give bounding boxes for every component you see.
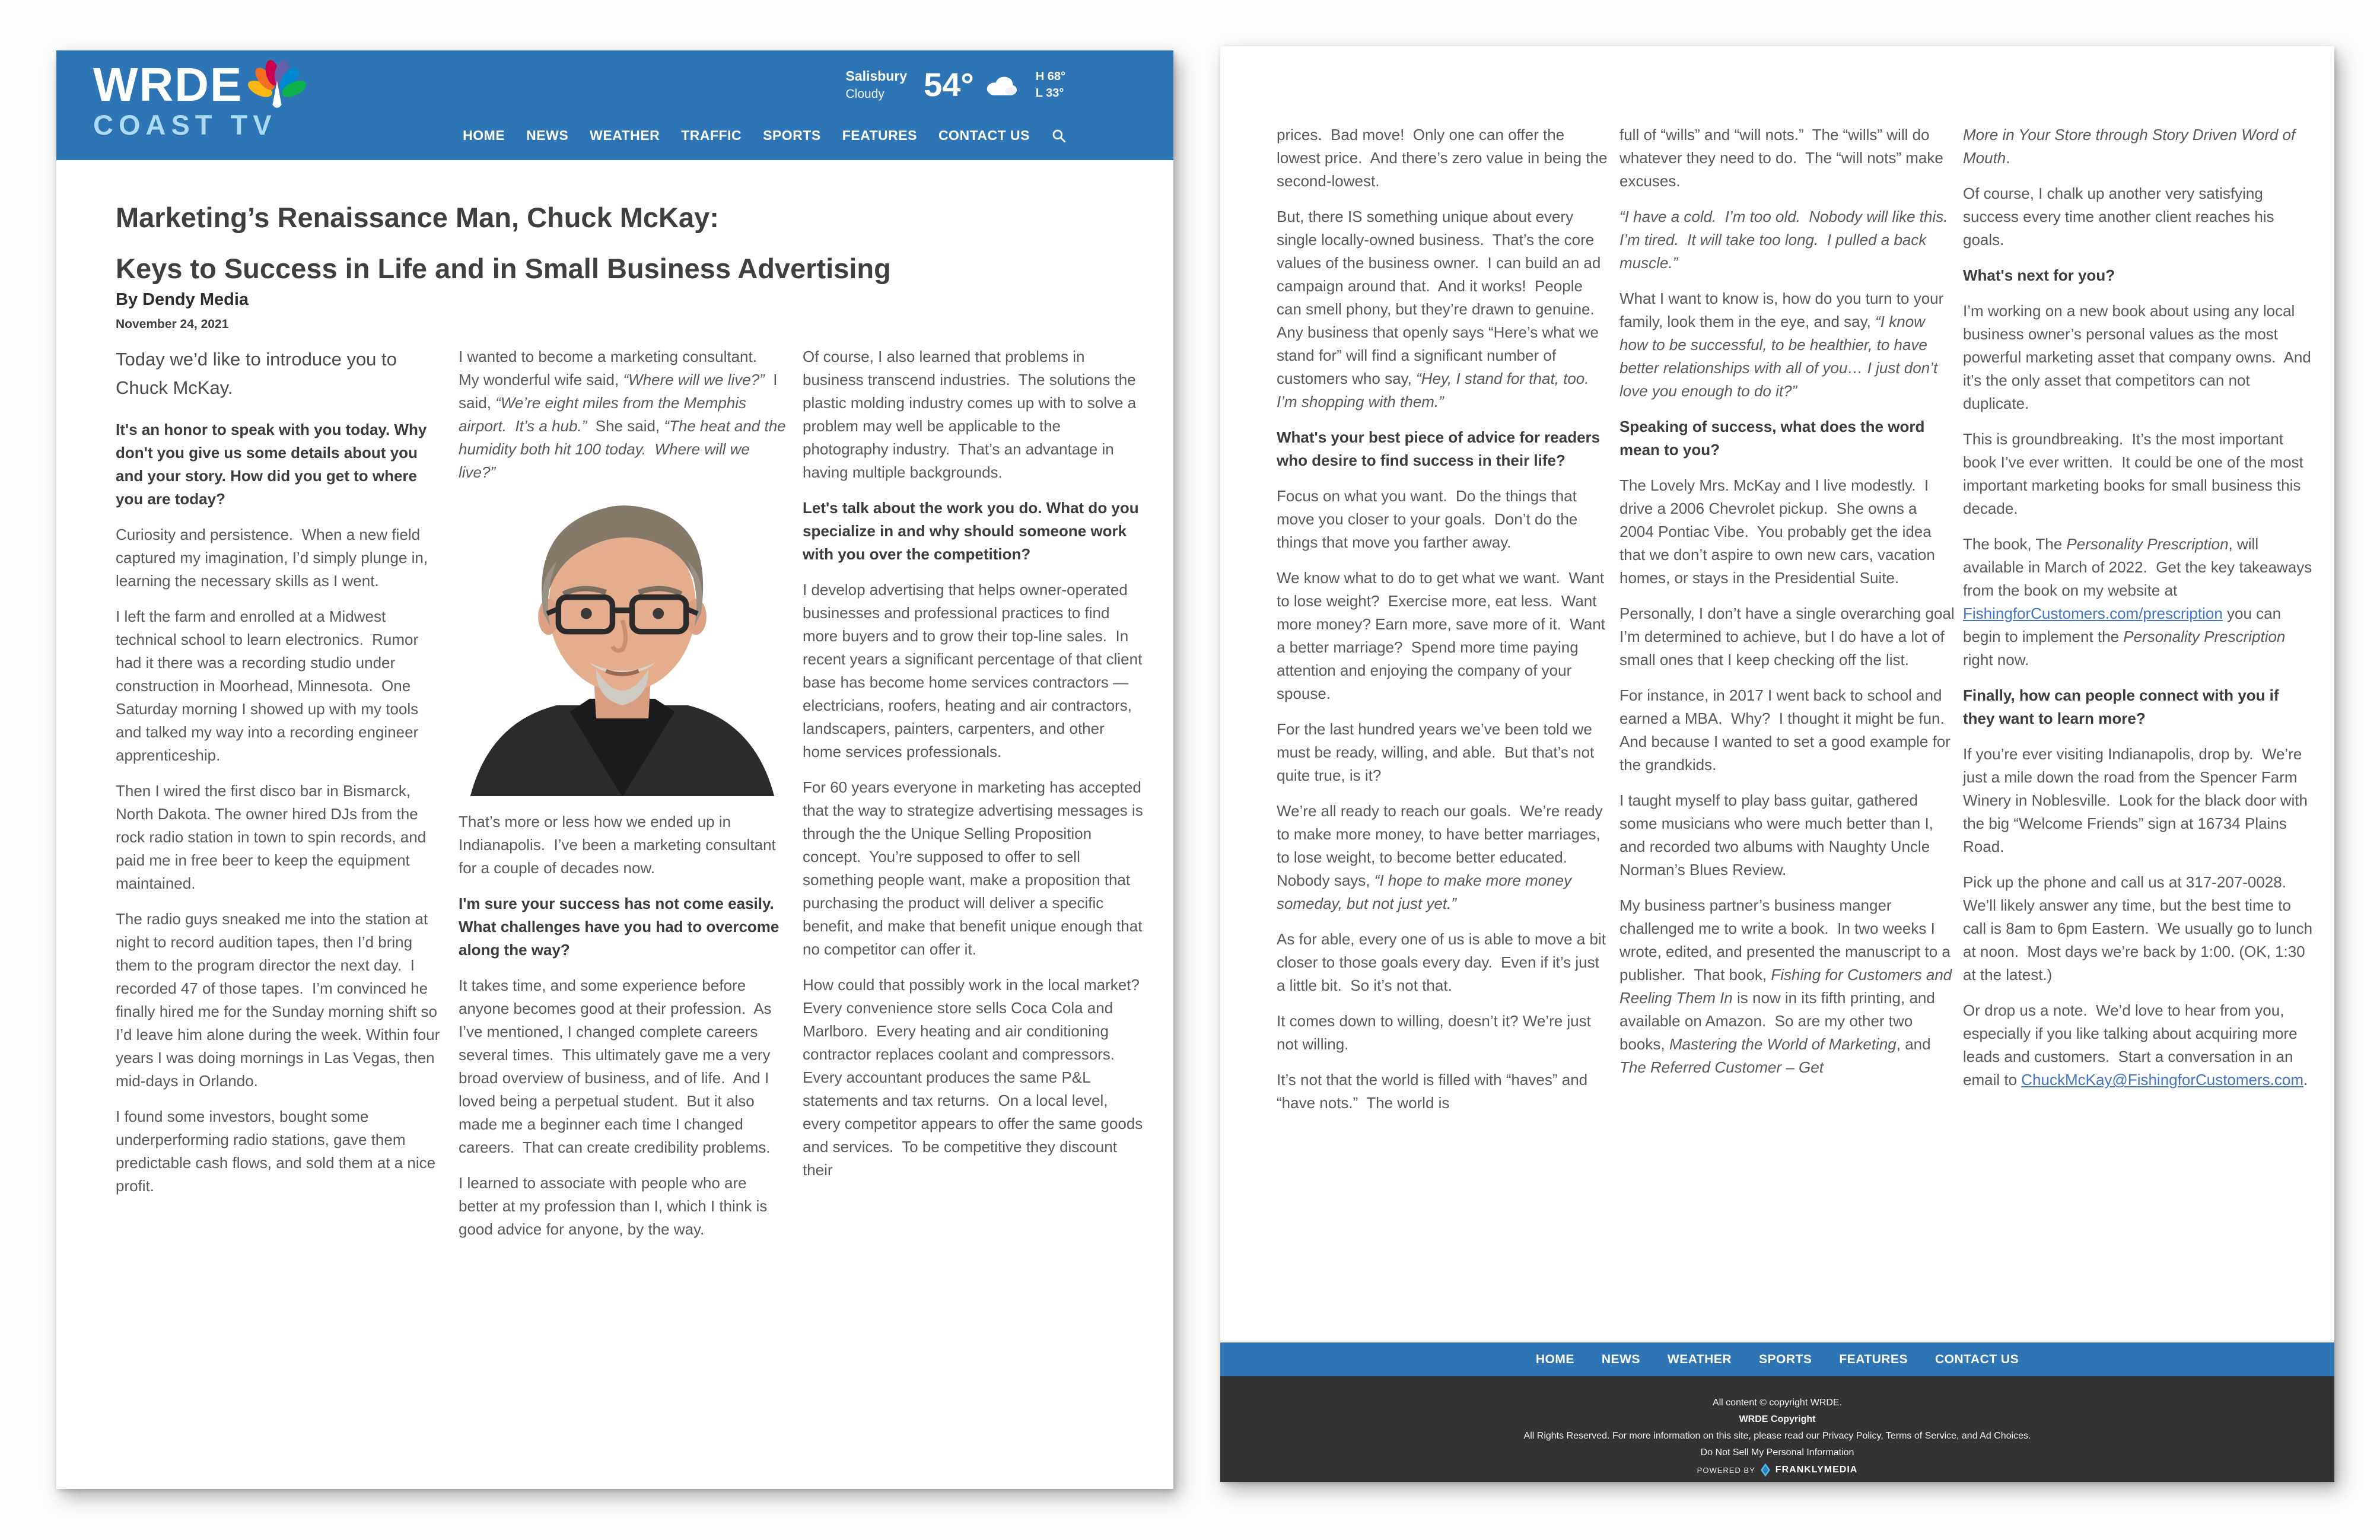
- article-paragraph: I’m working on a new book about using any local business owner’s personal values as the most powerful marketing asset that company owns. And it’s the only asset that competitors can not duplicate.: [1963, 302, 2315, 412]
- article-paragraph: Or drop us a note. We’d love to hear from you, especially if you like talking about acquiring more leads and customers. Start a conversation in an email to ChuckMcKay@FishingforCustomers.com.: [1963, 1001, 2308, 1089]
- footer-nav: [1220, 1342, 2334, 1376]
- weather-high: H 68°: [1035, 70, 1065, 83]
- interview-question: Let's talk about the work you do. What do you specialize in and why should someone work with you over the competition?: [803, 499, 1143, 563]
- article-paragraph: But, there IS something unique about every single locally-owned business. That’s the core values of the business owner. I can build an ad campaign around that. And it works! People can smell phony, but they’re drawn to genuine. Any business that openly says “Here’s what we stand for” will find a significant number of customers who say, “Hey, I stand for that, too. I’m shopping with them.”: [1277, 208, 1605, 411]
- article-paragraph: The Lovely Mrs. McKay and I live modestly. I drive a 2006 Chevrolet pickup. She owns a 2004 Pontiac Vibe. You probably get the idea that we don’t aspire to own new cars, vacation homes, or stays in the Presidential Suite.: [1619, 476, 1940, 587]
- byline: By Dendy Media: [116, 290, 249, 309]
- nav-link[interactable]: HOME: [463, 128, 505, 143]
- weather-temp: 54°: [924, 66, 974, 103]
- powered-by[interactable]: [1220, 1463, 2334, 1477]
- article-paragraph: I found some investors, bought some underperforming radio stations, gave them predictable cash flows, and sold them at a nice profit.: [116, 1108, 440, 1195]
- nav-link[interactable]: CONTACT US: [938, 128, 1030, 143]
- article-paragraph: That’s more or less how we ended up in Indianapolis. I’ve been a marketing consultant for a couple of decades now.: [459, 813, 781, 877]
- article-paragraph: It’s not that the world is filled with “haves” and “have nots.” The world is: [1277, 1071, 1592, 1112]
- article-paragraph: For 60 years everyone in marketing has accepted that the way to strategize advertising messages is through the the Unique Selling Proposition concept. You’re supposed to offer to sell something people want, make a proposition that purchasing the product will deliver a specific benefit, and make that benefit unique enough that no competitor can offer it.: [803, 778, 1147, 958]
- search-icon[interactable]: [1051, 128, 1067, 144]
- weather-low: L 33°: [1035, 87, 1064, 100]
- footer-nav-link[interactable]: NEWS: [1601, 1352, 1640, 1366]
- article-column-2: [459, 345, 790, 1253]
- inline-link[interactable]: FishingforCustomers.com/prescription: [1963, 604, 2223, 622]
- article-title: [116, 192, 1136, 294]
- footer-do-not-sell-link[interactable]: Do Not Sell My Personal Information: [1700, 1447, 1854, 1458]
- article-paragraph: prices. Bad move! Only one can offer the lowest price. And there’s zero value in being the second-lowest.: [1277, 126, 1612, 190]
- footer-nav-link[interactable]: WEATHER: [1667, 1352, 1732, 1366]
- article-paragraph: For instance, in 2017 I went back to school and earned a MBA. Why? I thought it might be fun. And because I wanted to set a good example for the grandkids.: [1619, 686, 1955, 774]
- article-paragraph: It comes down to willing, doesn’t it? We’re just not willing.: [1277, 1012, 1596, 1053]
- article-paragraph: As for able, every one of us is able to move a bit closer to those goals every day. Even if it’s just a little bit. So it’s not that.: [1277, 930, 1611, 994]
- interview-question: It's an honor to speak with you today. Why don't you give us some details about you and your story. How did you get to where you are today?: [116, 421, 431, 508]
- article-paragraph: Then I wired the first disco bar in Bismarck, North Dakota. The owner hired DJs from the rock radio station in town to spin records, and paid me in free beer to keep the equipment maintained.: [116, 782, 431, 892]
- article-paragraph: Of course, I also learned that problems in business transcend industries. The solutions the plastic molding industry comes up with to solve a problem may well be applicable to the photography industry. That’s an advantage in having multiple backgrounds.: [803, 348, 1141, 481]
- article-paragraph: What I want to know is, how do you turn to your family, look them in the eye, and say, “I know how to be successful, to be healthier, to have better relationships with all of you… I just don’t love you enough to do it?”: [1619, 289, 1948, 400]
- nav-link[interactable]: SPORTS: [763, 128, 821, 143]
- chuck-mckay-photo: [459, 497, 786, 796]
- article-paragraph: Personally, I don’t have a single overarching goal I’m determined to achieve, but I do have a lot of small ones that I keep checking off the list.: [1619, 604, 1959, 669]
- weather-widget[interactable]: [846, 68, 1065, 101]
- article-paragraph: If you’re ever visiting Indianapolis, drop by. We’re just a mile down the road from the Spencer Farm Winery in Noblesville. Look for the black door with the big “Welcome Friends” sign at 16734 Plains Road.: [1963, 745, 2312, 855]
- article-paragraph: The radio guys sneaked me into the station at night to record audition tapes, then I’d bring them to the program director the next day. I recorded 47 of those tapes. I’m convinced he finally hired me for the Sunday morning shift so I’d leave him alone during the week. Within four years I was doing mornings in Las Vegas, then mid-days in Orlando.: [116, 910, 444, 1090]
- interview-question: Speaking of success, what does the word mean to you?: [1619, 418, 1929, 459]
- article-paragraph: This is groundbreaking. It’s the most important book I’ve ever written. It could be one of the most important marketing books for small business this decade.: [1963, 430, 2308, 517]
- article-paragraph: We know what to do to get what we want. Want to lose weight? Exercise more, eat less. Want more money? Earn more, save more of it. Want a better marriage? Spend more time paying attention and enjoying the company of your spouse.: [1277, 569, 1610, 702]
- footer-nav-link[interactable]: FEATURES: [1839, 1352, 1908, 1366]
- footer-nav-link[interactable]: HOME: [1535, 1352, 1574, 1366]
- article-column-5: [1619, 123, 1959, 1092]
- main-nav: [463, 128, 1067, 144]
- footer-nav-link[interactable]: CONTACT US: [1934, 1352, 2019, 1366]
- article-paragraph: We’re all ready to reach our goals. We’re ready to make more money, to have better marriages, to lose weight, to become better educated. Nobody says, “I hope to make more money someday, but not just yet.”: [1277, 802, 1607, 912]
- article-paragraph: For the last hundred years we’ve been told we must be ready, willing, and able. But that’s not quite true, is it?: [1277, 720, 1599, 784]
- publish-date: November 24, 2021: [116, 317, 229, 331]
- footer-nav-link[interactable]: SPORTS: [1759, 1352, 1812, 1366]
- cloud-icon: [982, 71, 1019, 98]
- article-paragraph: More in Your Store through Story Driven Word of Mouth.: [1963, 126, 2300, 167]
- footer-rights-text: All Rights Reserved. For more information on this site, please read our Privacy Policy, Terms of Service, and Ad Choices.: [1523, 1431, 2031, 1441]
- powered-by-label: POWERED BY: [1697, 1465, 1755, 1475]
- main-nav-links: [463, 128, 1030, 144]
- article-page-2: [1220, 46, 2334, 1482]
- article-paragraph: My business partner’s business manger challenged me to write a book. In two weeks I wrote, edited, and presented the manuscript to a publisher. That book, Fishing for Customers and Reeling Them In is now in its fifth printing, and available on Amazon. So are my other two books, Mastering the World of Marketing, and The Referred Customer – Get: [1619, 896, 1956, 1076]
- article-paragraph: Pick up the phone and call us at 317-207-0028. We’ll likely answer any time, but the best time to call is 8am to 6pm Eastern. We usually go to lunch at noon. Most days we’re back by 1:00. (OK, 1:30 at the latest.): [1963, 873, 2317, 984]
- site-footer: [1220, 1376, 2334, 1482]
- article-paragraph: I taught myself to play bass guitar, gathered some musicians who were much better than I, and recorded two albums with Naughty Uncle Norman’s Blues Review.: [1619, 791, 1938, 879]
- article-paragraph: Curiosity and persistence. When a new field captured my imagination, I’d simply plunge in, learning the necessary skills as I went.: [116, 526, 432, 590]
- interview-question: What's your best piece of advice for readers who desire to find success in their life?: [1277, 428, 1605, 469]
- interview-question: Finally, how can people connect with you if they want to learn more?: [1963, 686, 2283, 727]
- article-page-1: [56, 50, 1173, 1489]
- nav-link[interactable]: WEATHER: [590, 128, 660, 143]
- article-paragraph: I learned to associate with people who are better at my profession than I, which I think is good advice for anyone, by the way.: [459, 1174, 772, 1238]
- interview-question: I'm sure your success has not come easily. What challenges have you had to overcome along the way?: [459, 895, 784, 959]
- article-title-line1: Marketing’s Renaissance Man, Chuck McKay:: [116, 202, 719, 234]
- nbc-peacock-icon: [244, 59, 310, 117]
- article-paragraph: full of “wills” and “will nots.” The “wills” will do whatever they need to do. The “will nots” make excuses.: [1619, 126, 1948, 190]
- nav-link[interactable]: FEATURES: [842, 128, 917, 143]
- station-call-letters: WRDE: [93, 58, 243, 111]
- footer-copyright: All content © copyright WRDE.: [1712, 1398, 1843, 1408]
- article-paragraph: It takes time, and some experience before anyone becomes good at their profession. As I’ve mentioned, I changed complete careers several times. This ultimately gave me a very broad overview of business, and of life. And I loved being a perpetual student. But it also made me a beginner each time I changed careers. That can create credibility problems.: [459, 976, 776, 1156]
- article-paragraph: I develop advertising that helps owner-operated businesses and professional practices to find more buyers and to grow their top-line sales. In recent years a significant percentage of that client base has become home services contractors — electricians, roofers, heating and air contractors, landscapers, painters, carpenters, and other home services professionals.: [803, 581, 1147, 761]
- station-sub-name: COAST TV: [93, 109, 277, 141]
- article-paragraph: I left the farm and enrolled at a Midwest technical school to learn electronics. Rumor had it there was a recording studio under construction in Moorhead, Minnesota. One Saturday morning I showed up with my tools and talked my way into a recording engineer apprenticeship.: [116, 607, 423, 764]
- article-column-6: [1963, 123, 2317, 1104]
- article-paragraph: How could that possibly work in the local market? Every convenience store sells Coca Cola and Marlboro. Every heating and air conditioning contractor replaces coolant and compressors. Every accountant produces the same P&L statements and tax returns. On a local level, every competitor appears to offer the same goods and services. To be competitive they discount their: [803, 976, 1148, 1179]
- article-paragraph: The book, The Personality Prescription, will available in March of 2022. Get the key takeaways from the book on my website at FishingforCustomers.com/prescription you can begin to implement the Personality Prescription right now.: [1963, 535, 2317, 669]
- nav-link[interactable]: NEWS: [526, 128, 569, 143]
- article-intro: Today we’d like to introduce you to Chuck McKay.: [116, 349, 402, 398]
- footer-wrde-copyright[interactable]: WRDE Copyright: [1739, 1414, 1816, 1424]
- inline-link[interactable]: ChuckMcKay@FishingforCustomers.com: [2021, 1071, 2304, 1089]
- article-column-1: [116, 345, 444, 1210]
- interview-question: What's next for you?: [1963, 266, 2115, 284]
- article-title-line2: Keys to Success in Life and in Small Business Advertising: [116, 253, 891, 285]
- station-logo[interactable]: [93, 58, 310, 141]
- weather-condition: Cloudy: [845, 87, 884, 101]
- article-paragraph: “I have a cold. I’m too old. Nobody will like this. I’m tired. It will take too long. I pulled a back muscle.”: [1619, 208, 1956, 272]
- article-paragraph: I wanted to become a marketing consultant. My wonderful wife said, “Where will we live?” I said, “We’re eight miles from the Memphis airport. It’s a hub.” She said, “The heat and the humidity both hit 100 today. Where will we live?”: [459, 348, 790, 481]
- franklymedia-icon: [1761, 1463, 1770, 1477]
- article-column-3: [803, 345, 1146, 1194]
- article-paragraph: Of course, I chalk up another very satisfying success every time another client reaches his goals.: [1963, 184, 2279, 249]
- article-paragraph: Focus on what you want. Do the things that move you closer to your goals. Don’t do the things that move you farther away.: [1277, 487, 1582, 551]
- site-header: [56, 50, 1173, 160]
- portrait-illustration: [459, 497, 786, 796]
- weather-city: Salisbury: [845, 68, 908, 84]
- article-column-4: [1277, 123, 1612, 1127]
- powered-by-brand: FRANKLYMEDIA: [1775, 1465, 1858, 1475]
- nav-link[interactable]: TRAFFIC: [681, 128, 742, 143]
